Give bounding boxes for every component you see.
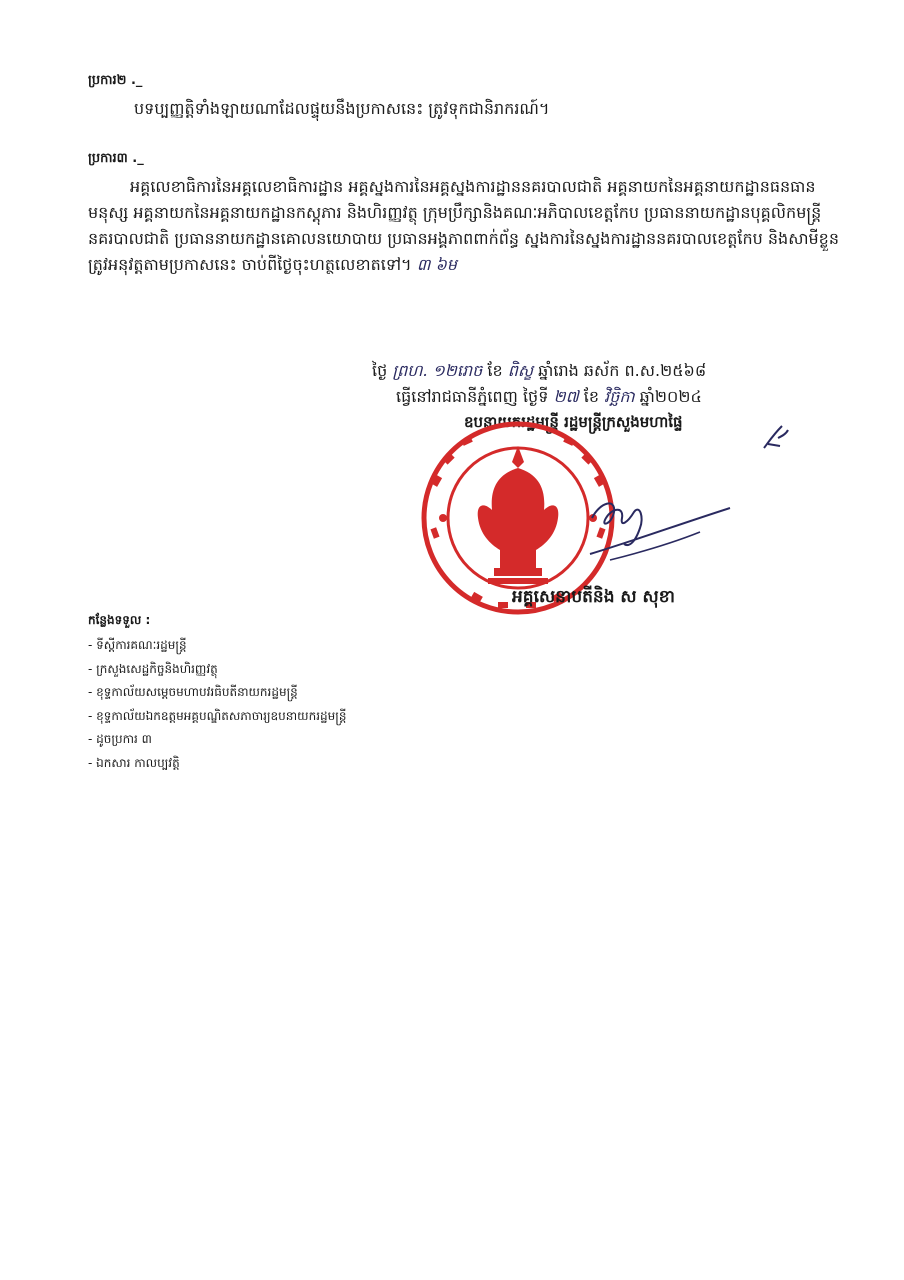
recipient-item: - ឯកសារ កាលប្បវត្តិ [88,755,180,770]
recipient-item: - ខុទ្ទកាល័យឯកឧត្តមអគ្គបណ្ឌិតសភាចារ្យឧបនាយករដ្ឋមន្ត្រី [88,708,347,723]
article-3-text [88,174,840,278]
lunar-date-prefix: ថ្ងៃ [372,361,388,380]
solar-date-line [396,386,702,410]
signature [570,488,740,568]
signatory-title: ឧបនាយករដ្ឋមន្ត្រី រដ្ឋមន្ត្រីក្រសួងមហាផ្ទៃ [464,413,683,431]
solar-year: ឆ្នាំ២០២៤ [639,387,702,406]
lunar-month: ពិស្ខ [507,361,534,380]
recipient-item: - ក្រសួងសេដ្ឋកិច្ចនិងហិរញ្ញវត្ថុ [88,661,218,676]
lunar-year: ឆ្នាំរោង ឆស័ក ព.ស.២៥៦៨ [538,361,707,380]
solar-date-prefix: ធ្វើនៅរាជធានីភ្នំពេញ ថ្ងៃទី [396,387,549,406]
article-3-heading: ប្រការ៣ ._ [88,151,144,166]
recipients-list [88,634,346,775]
lunar-day: ព្រហ. ១២រោច [392,361,483,380]
initials-mark [760,420,790,454]
recipient-item: - ដូចប្រការ ៣ [88,732,152,746]
lunar-month-label: ខែ [487,361,503,380]
article-3-body: អគ្គលេខាធិការនៃអគ្គលេខាធិការដ្ឋាន អគ្គស្នងការនៃអគ្គស្នងការដ្ឋាននគរបាលជាតិ អគ្គនាយកនៃអគ្គនាយកដ្ឋានធនធានមនុស្ស អគ្គនាយកនៃអគ្គនាយកដ្ឋានកស្តុភារ និងហិរញ្ញវត្ថុ ក្រុមប្រឹក្សានិងគណៈអភិបាលខេត្តកែប ប្រធាននាយកដ្ឋានបុគ្គលិកមន្ត្រីនគរបាលជាតិ ប្រធាននាយកដ្ឋានគោលនយោបាយ ប្រធានអង្គភាពពាក់ព័ន្ធ ស្នងការនៃស្នងការដ្ឋាននគរបាលខេត្តកែប និងសាមីខ្លួនត្រូវអនុវត្តតាមប្រកាសនេះ ចាប់ពីថ្ងៃចុះហត្ថលេខាតទៅ។ [88,177,839,274]
solar-day: ២៧ [553,387,579,406]
solar-month-label: ខែ [583,387,600,406]
solar-month: វិច្ឆិកា [604,387,635,406]
recipients-heading: កន្លែងទទួល : [88,613,151,627]
article-2-heading: ប្រការ២ ._ [88,73,143,88]
lunar-date-line [372,360,706,384]
recipient-item: - ខុទ្ទកាល័យសម្តេចមហាបវរធិបតីនាយករដ្ឋមន្ត្រី [88,685,298,699]
article-2-text: បទប្បញ្ញត្តិទាំងឡាយណាដែលផ្ទុយនឹងប្រកាសនេះ ត្រូវទុកជានិរាករណ៍។ [134,99,550,118]
recipient-item: - ទីស្តីការគណៈរដ្ឋមន្ត្រី [88,638,187,652]
signatory-name: អគ្គសេនាបតីនិង ស សុខា [512,587,675,607]
handwritten-date-note: ៣ ៦ម [416,255,457,274]
